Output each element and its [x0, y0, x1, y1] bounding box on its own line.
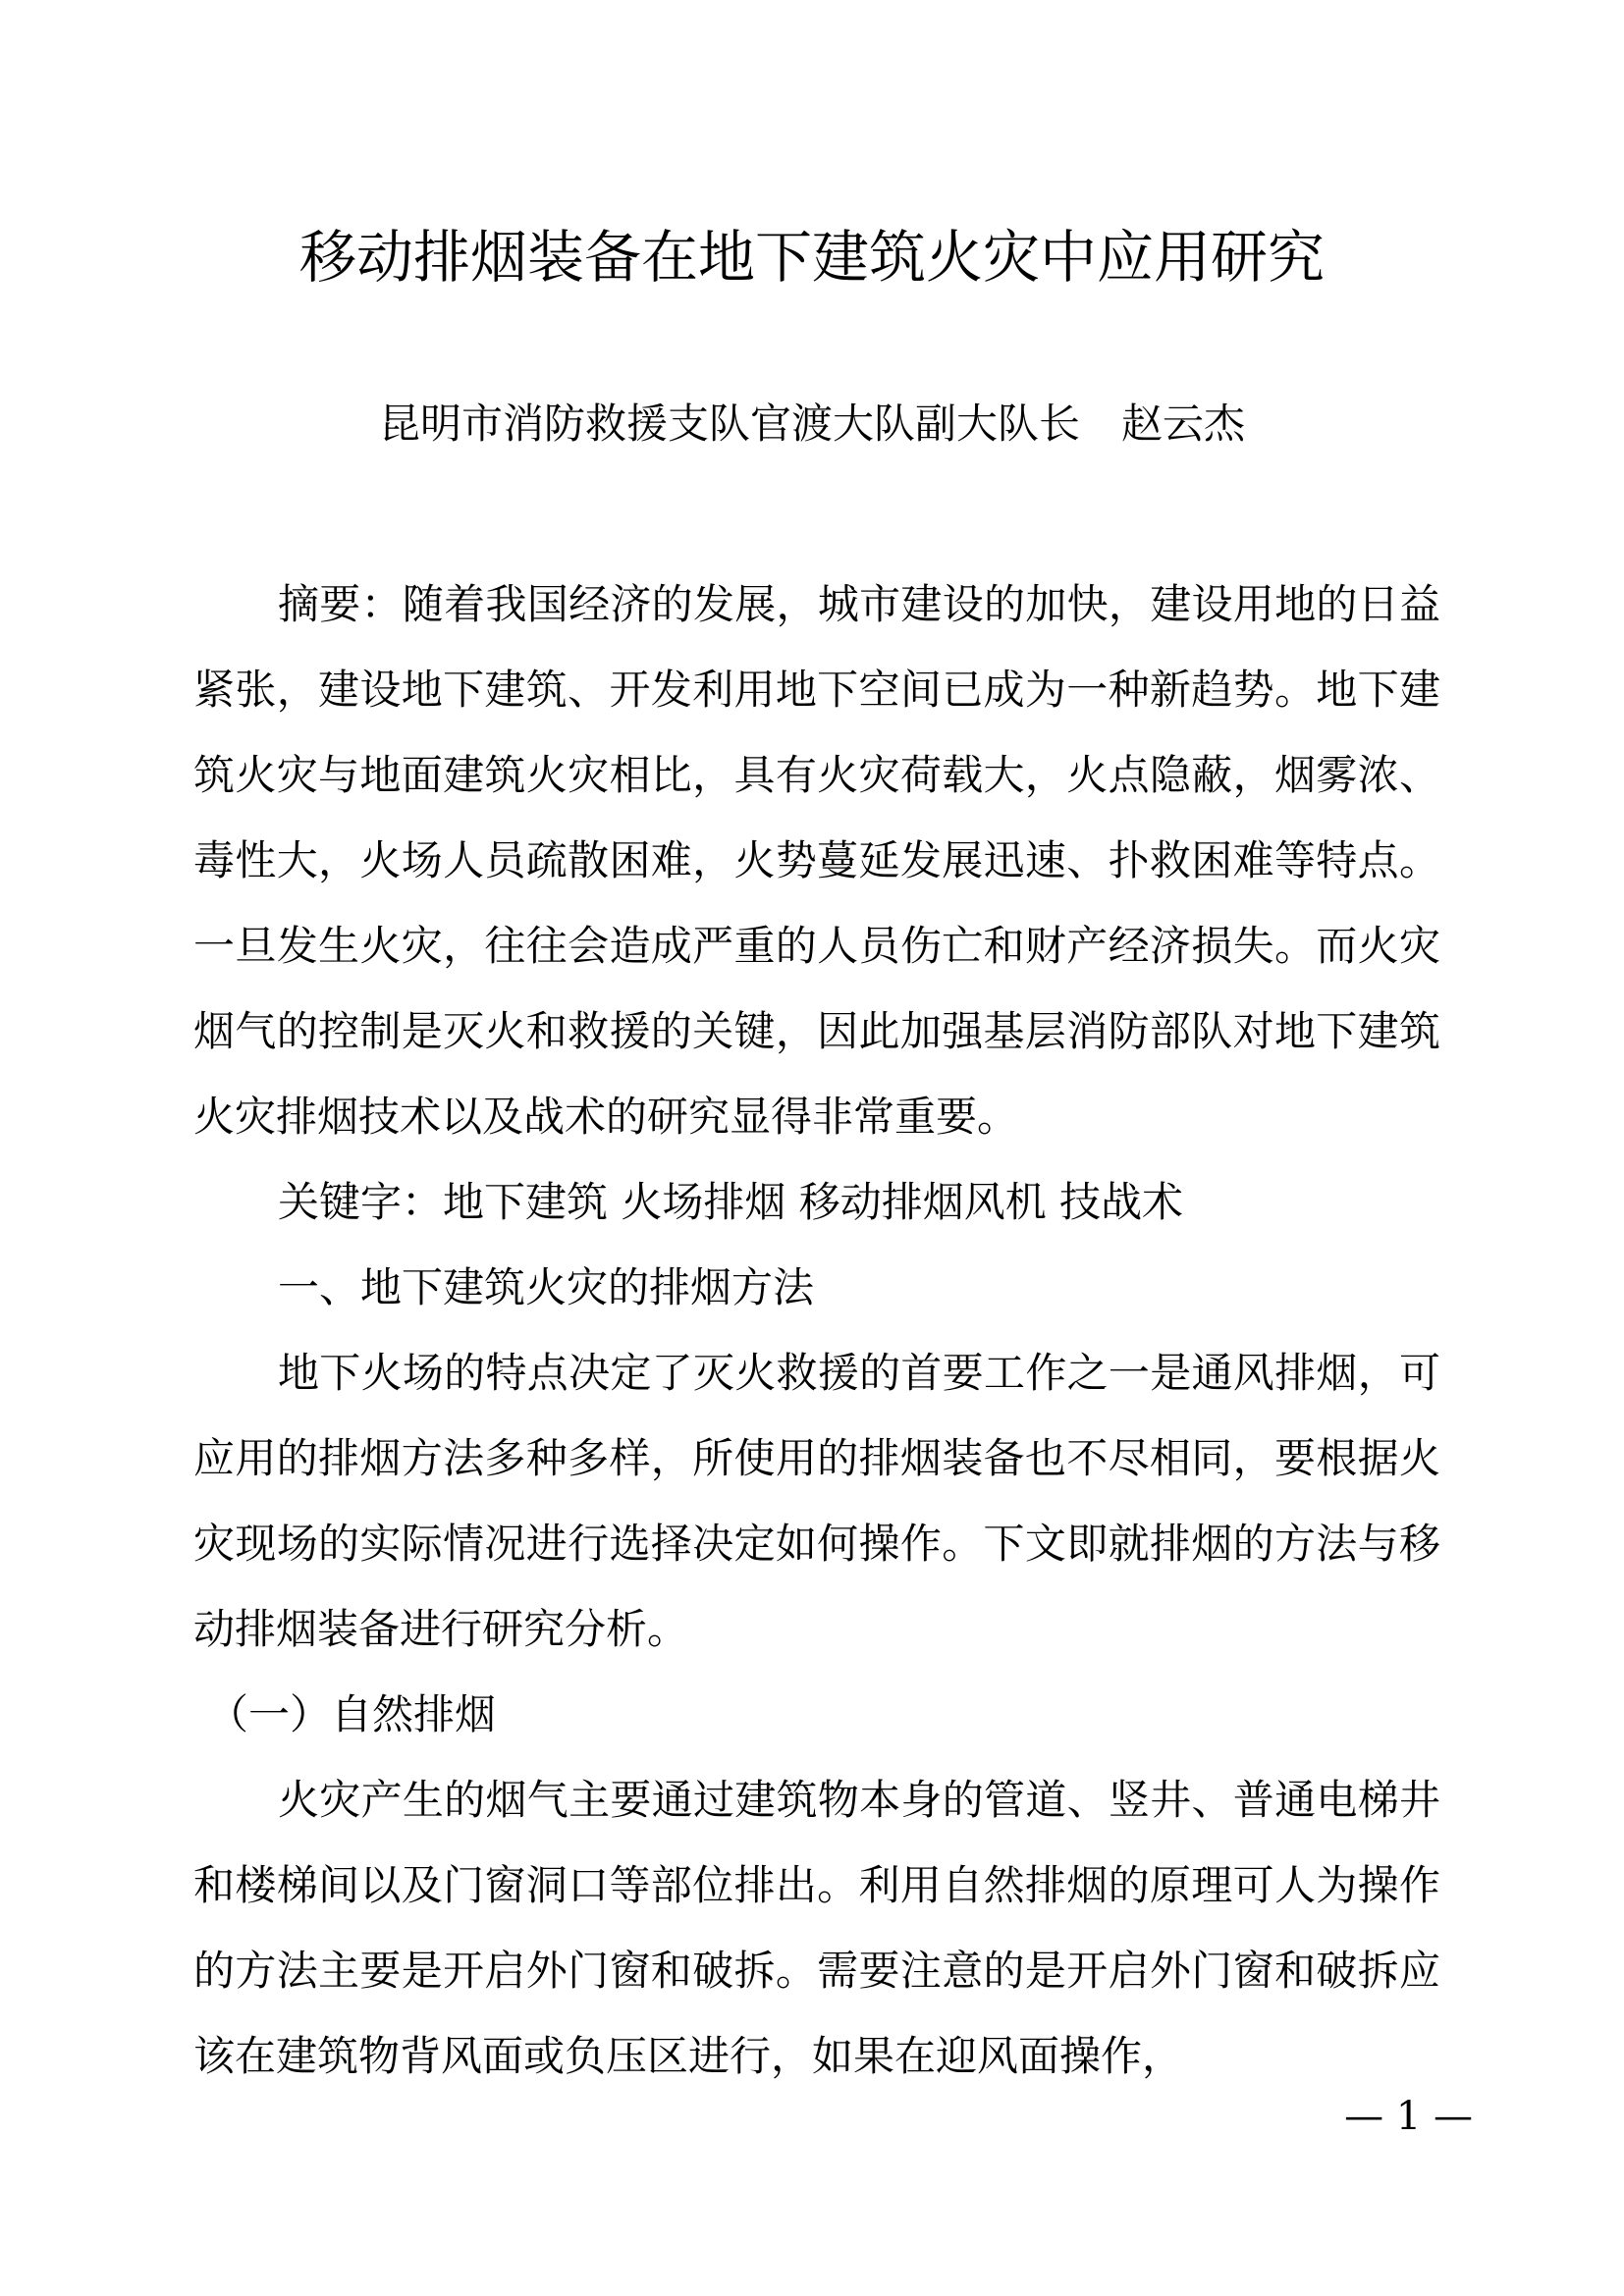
document-body: [193, 561, 1440, 2099]
keywords-line: 关键字：地下建筑 火场排烟 移动排烟风机 技战术: [278, 1178, 1184, 1226]
subsection-1-heading: （一）自然排烟: [207, 1690, 497, 1738]
section-1-heading: 一、地下建筑火灾的排烟方法: [278, 1263, 815, 1311]
document-title: 移动排烟装备在地下建筑火灾中应用研究: [298, 224, 1325, 291]
author-line: 昆明市消防救援支队官渡大队副大队长 赵云杰: [378, 400, 1245, 448]
subsection-1-paragraph: 火灾产生的烟气主要通过建筑物本身的管道、竖井、普通电梯井和楼梯间以及门窗洞口等部位排出。利用自然排烟的原理可人为操作的方法主要是开启外门窗和破拆。需要注意的是开启外门窗和破拆应该在建筑物背风面或负压区进行，如果在迎风面操作，: [193, 1776, 1440, 2080]
page-number: — 1 —: [1344, 2094, 1473, 2139]
abstract-paragraph: 摘要：随着我国经济的发展，城市建设的加快，建设用地的日益紧张，建设地下建筑、开发利用地下空间已成为一种新趋势。地下建筑火灾与地面建筑火灾相比，具有火灾荷载大，火点隐蔽，烟雾浓、毒性大，火场人员疏散困难，火势蔓延发展迅速、扑救困难等特点。一旦发生火灾，往往会造成严重的人员伤亡和财产经济损失。而火灾烟气的控制是灭火和救援的关键，因此加强基层消防部队对地下建筑火灾排烟技术以及战术的研究显得非常重要。: [193, 580, 1440, 1141]
section-1-paragraph: 地下火场的特点决定了灭火救援的首要工作之一是通风排烟，可应用的排烟方法多种多样，所使用的排烟装备也不尽相同，要根据火灾现场的实际情况进行选择决定如何操作。下文即就排烟的方法与移动排烟装备进行研究分析。: [193, 1349, 1440, 1653]
